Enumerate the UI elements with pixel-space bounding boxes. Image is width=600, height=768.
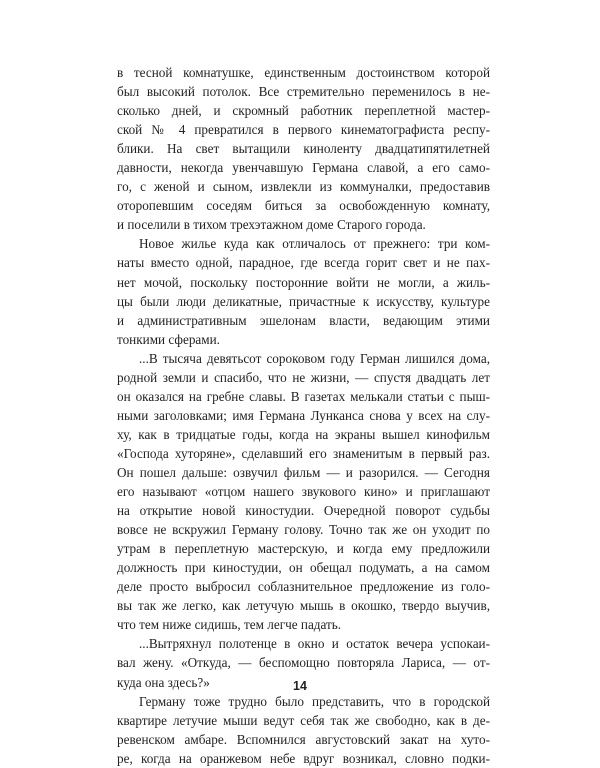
text-line: что тем ниже сидишь, тем легче падать.	[117, 617, 342, 633]
text-line: Он пошел дальше: озвучил фильм — и разорился. — Сегодня	[117, 464, 490, 480]
text-line: куда она здесь?»	[117, 674, 210, 690]
text-line: вал жену. «Откуда, — беспомощно повторяла Лариса, — от-	[117, 655, 490, 671]
text-line: цы были люди деликатные, причастные к искусству, культуре	[117, 293, 490, 309]
page-number: 14	[293, 679, 307, 693]
text-line: давности, некогда увенчавшую Германа славой, а его само-	[117, 160, 490, 176]
text-line: тонкими сферами.	[117, 331, 220, 347]
text-line: был высокий потолок. Все стремительно переменилось в не-	[117, 84, 490, 100]
text-line: сколько дней, и скромный работник переплетной мастер-	[117, 103, 490, 119]
text-line: ными заголовками; имя Германа Лунканса снова у всех на слу-	[117, 407, 490, 423]
text-line: ревенском амбаре. Вспомнился августовский закат на хуто-	[117, 731, 490, 747]
text-line: утрам в переплетную мастерскую, и когда ему предложили	[117, 541, 490, 557]
text-line: оторопевшим соседям биться за освобожденную комнату,	[117, 198, 490, 214]
text-line: деле просто выбросил соблазнительное предложение из голо-	[117, 579, 490, 595]
text-line: го, с женой и сыном, извлекли из коммуналки, предоставив	[117, 179, 490, 195]
text-line: вовсе не вскружил Герману голову. Точно так же он уходит по	[117, 522, 490, 538]
text-line: ре, когда на оранжевом небе вдруг возникал, словно подки-	[117, 750, 490, 766]
text-line: наты вместо одной, парадное, где всегда горит свет и не пах-	[117, 255, 490, 271]
text-line: в тесной комнатушке, единственным достоинством которой	[117, 65, 490, 80]
text-line: вы так же легко, как летучую мышь в окошко, твердо выучив,	[117, 598, 490, 614]
text-line: родной земли и спасибо, что не жизни, — спустя двадцать лет	[117, 369, 490, 385]
text-line: и административным эшелонам власти, ведающим этими	[117, 312, 490, 328]
text-line: он оказался на гребне славы. В газетах мелькали статьи с пыш-	[117, 388, 490, 404]
text-line: нет мочой, поскольку посторонние войти не могли, а жиль-	[117, 274, 490, 290]
body-text	[117, 63, 490, 768]
text-line: и поселили в тихом трехэтажном доме Старого города.	[117, 217, 426, 233]
text-line: ской № 4 превратился в первого кинематографиста респу-	[117, 122, 490, 138]
paragraph-first-line: Новое жилье куда как отличалось от прежнего: три ком-	[139, 236, 490, 252]
text-line: квартире летучие мыши ведут себя так же свободно, как в де-	[117, 712, 490, 728]
text-line: его называют «отцом нашего звукового кино» и приглашают	[117, 484, 490, 500]
text-line: «Господа хуторяне», сделавший его знаменитым в первый раз.	[117, 445, 490, 461]
text-line: на открытие новой киностудии. Очередной поворот судьбы	[117, 503, 490, 519]
text-line: должность при киностудии, он обещал подумать, а на самом	[117, 560, 490, 576]
text-line: блики. На свет вытащили киноленту двадцатипятилетней	[117, 141, 490, 157]
paragraph-first-line: ...Вытряхнул полотенце в окно и остаток вечера успокаи-	[139, 636, 490, 652]
text-line: ху, как в тридцатые годы, когда на экраны вышел кинофильм	[117, 426, 490, 442]
paragraph-first-line: ...В тысяча девятьсот сороковом году Герман лишился дома,	[139, 350, 490, 366]
paragraph-first-line: Герману тоже трудно было представить, что в городской	[139, 693, 490, 709]
